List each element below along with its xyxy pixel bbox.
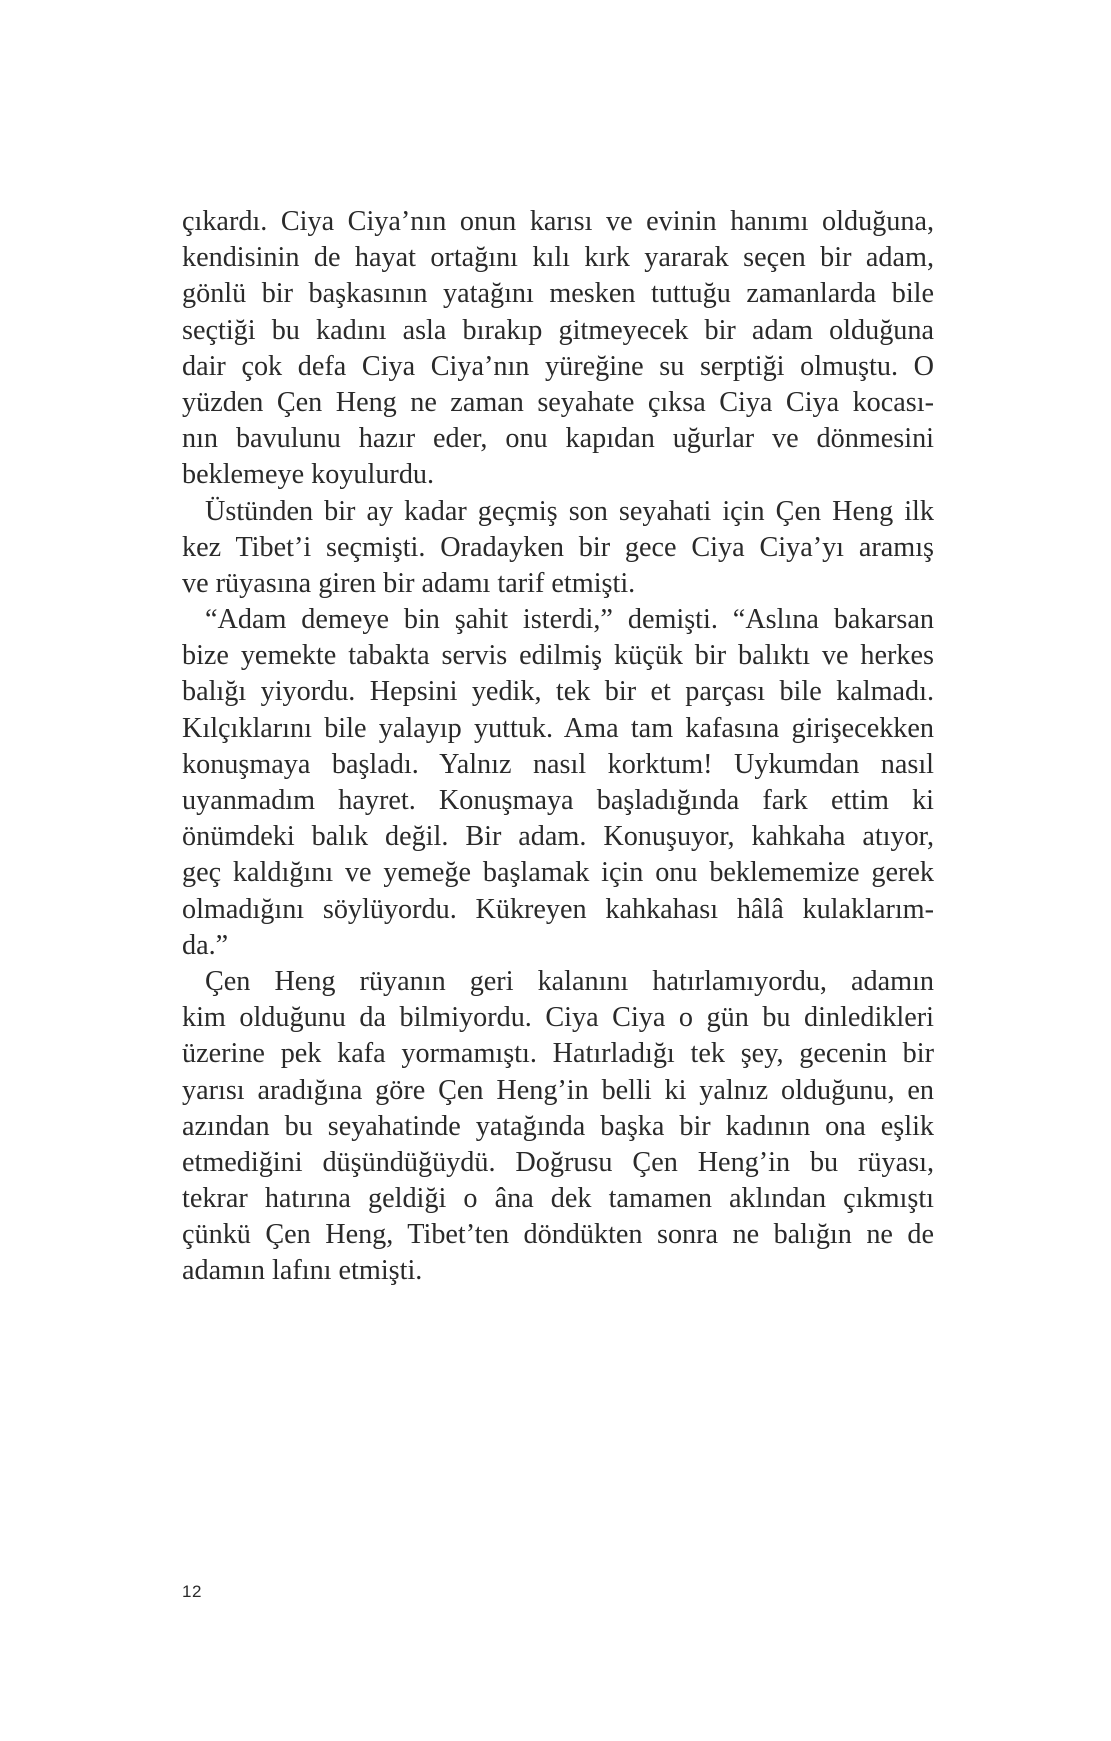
text-line: ve rüyasına giren bir adamı tarif etmişti. <box>182 567 636 599</box>
text-line: olmadığını söylüyordu. Kükreyen kahkahası hâlâ kulaklarım- <box>182 893 934 925</box>
text-line: azından bu seyahatinde yatağında başka bir kadının ona eşlik <box>182 1110 934 1142</box>
body-text <box>182 204 934 1290</box>
text-line: çıkardı. Ciya Ciya’nın onun karısı ve evinin hanımı olduğuna, <box>182 206 934 237</box>
text-line: seçtiği bu kadını asla bırakıp gitmeyecek bir adam olduğuna <box>182 314 934 346</box>
text-line: geç kaldığını ve yemeğe başlamak için onu beklememize gerek <box>182 857 934 889</box>
text-line: Kılçıklarını bile yalayıp yuttuk. Ama tam kafasına girişecekken <box>182 712 934 744</box>
text-line: “Adam demeye bin şahit isterdi,” demişti. “Aslına bakarsan <box>205 604 934 636</box>
text-line: tekrar hatırına geldiği o âna dek tamamen aklından çıkmıştı <box>182 1183 934 1215</box>
text-line: çünkü Çen Heng, Tibet’ten döndükten sonra ne balığın ne de <box>182 1219 934 1251</box>
text-line: konuşmaya başladı. Yalnız nasıl korktum! Uykumdan nasıl <box>182 748 934 780</box>
text-line: önümdeki balık değil. Bir adam. Konuşuyor, kahkaha atıyor, <box>182 821 934 853</box>
text-line: bize yemekte tabakta servis edilmiş küçük bir balıktı ve herkes <box>182 640 934 672</box>
text-line: yüzden Çen Heng ne zaman seyahate çıksa Ciya Ciya kocası- <box>182 386 934 418</box>
text-line: etmediğini düşündüğüydü. Doğrusu Çen Heng’in bu rüyası, <box>182 1146 934 1178</box>
text-line: üzerine pek kafa yormamıştı. Hatırladığı tek şey, gecenin bir <box>182 1038 934 1070</box>
text-line: balığı yiyordu. Hepsini yedik, tek bir et parçası bile kalmadı. <box>182 676 934 708</box>
text-line: adamın lafını etmişti. <box>182 1255 423 1287</box>
text-line: dair çok defa Ciya Ciya’nın yüreğine su serptiği olmuştu. O <box>182 350 934 382</box>
text-line: Üstünden bir ay kadar geçmiş son seyahati için Çen Heng ilk <box>205 495 934 527</box>
text-line: nın bavulunu hazır eder, onu kapıdan uğurlar ve dönmesini <box>182 423 934 455</box>
text-line: gönlü bir başkasının yatağını mesken tuttuğu zamanlarda bile <box>182 278 934 310</box>
text-line: uyanmadım hayret. Konuşmaya başladığında fark ettim ki <box>182 785 934 816</box>
text-line: Çen Heng rüyanın geri kalanını hatırlamıyordu, adamın <box>205 965 934 997</box>
page-number: 12 <box>182 1582 202 1601</box>
text-line: yarısı aradığına göre Çen Heng’in belli ki yalnız olduğunu, en <box>182 1074 934 1106</box>
text-line: beklemeye koyulurdu. <box>182 459 435 491</box>
text-line: kez Tibet’i seçmişti. Oradayken bir gece Ciya Ciya’yı aramış <box>182 531 934 563</box>
text-line: da.” <box>182 929 229 961</box>
text-line: kendisinin de hayat ortağını kılı kırk yararak seçen bir adam, <box>182 242 934 274</box>
text-line: kim olduğunu da bilmiyordu. Ciya Ciya o gün bu dinledikleri <box>182 1002 934 1034</box>
